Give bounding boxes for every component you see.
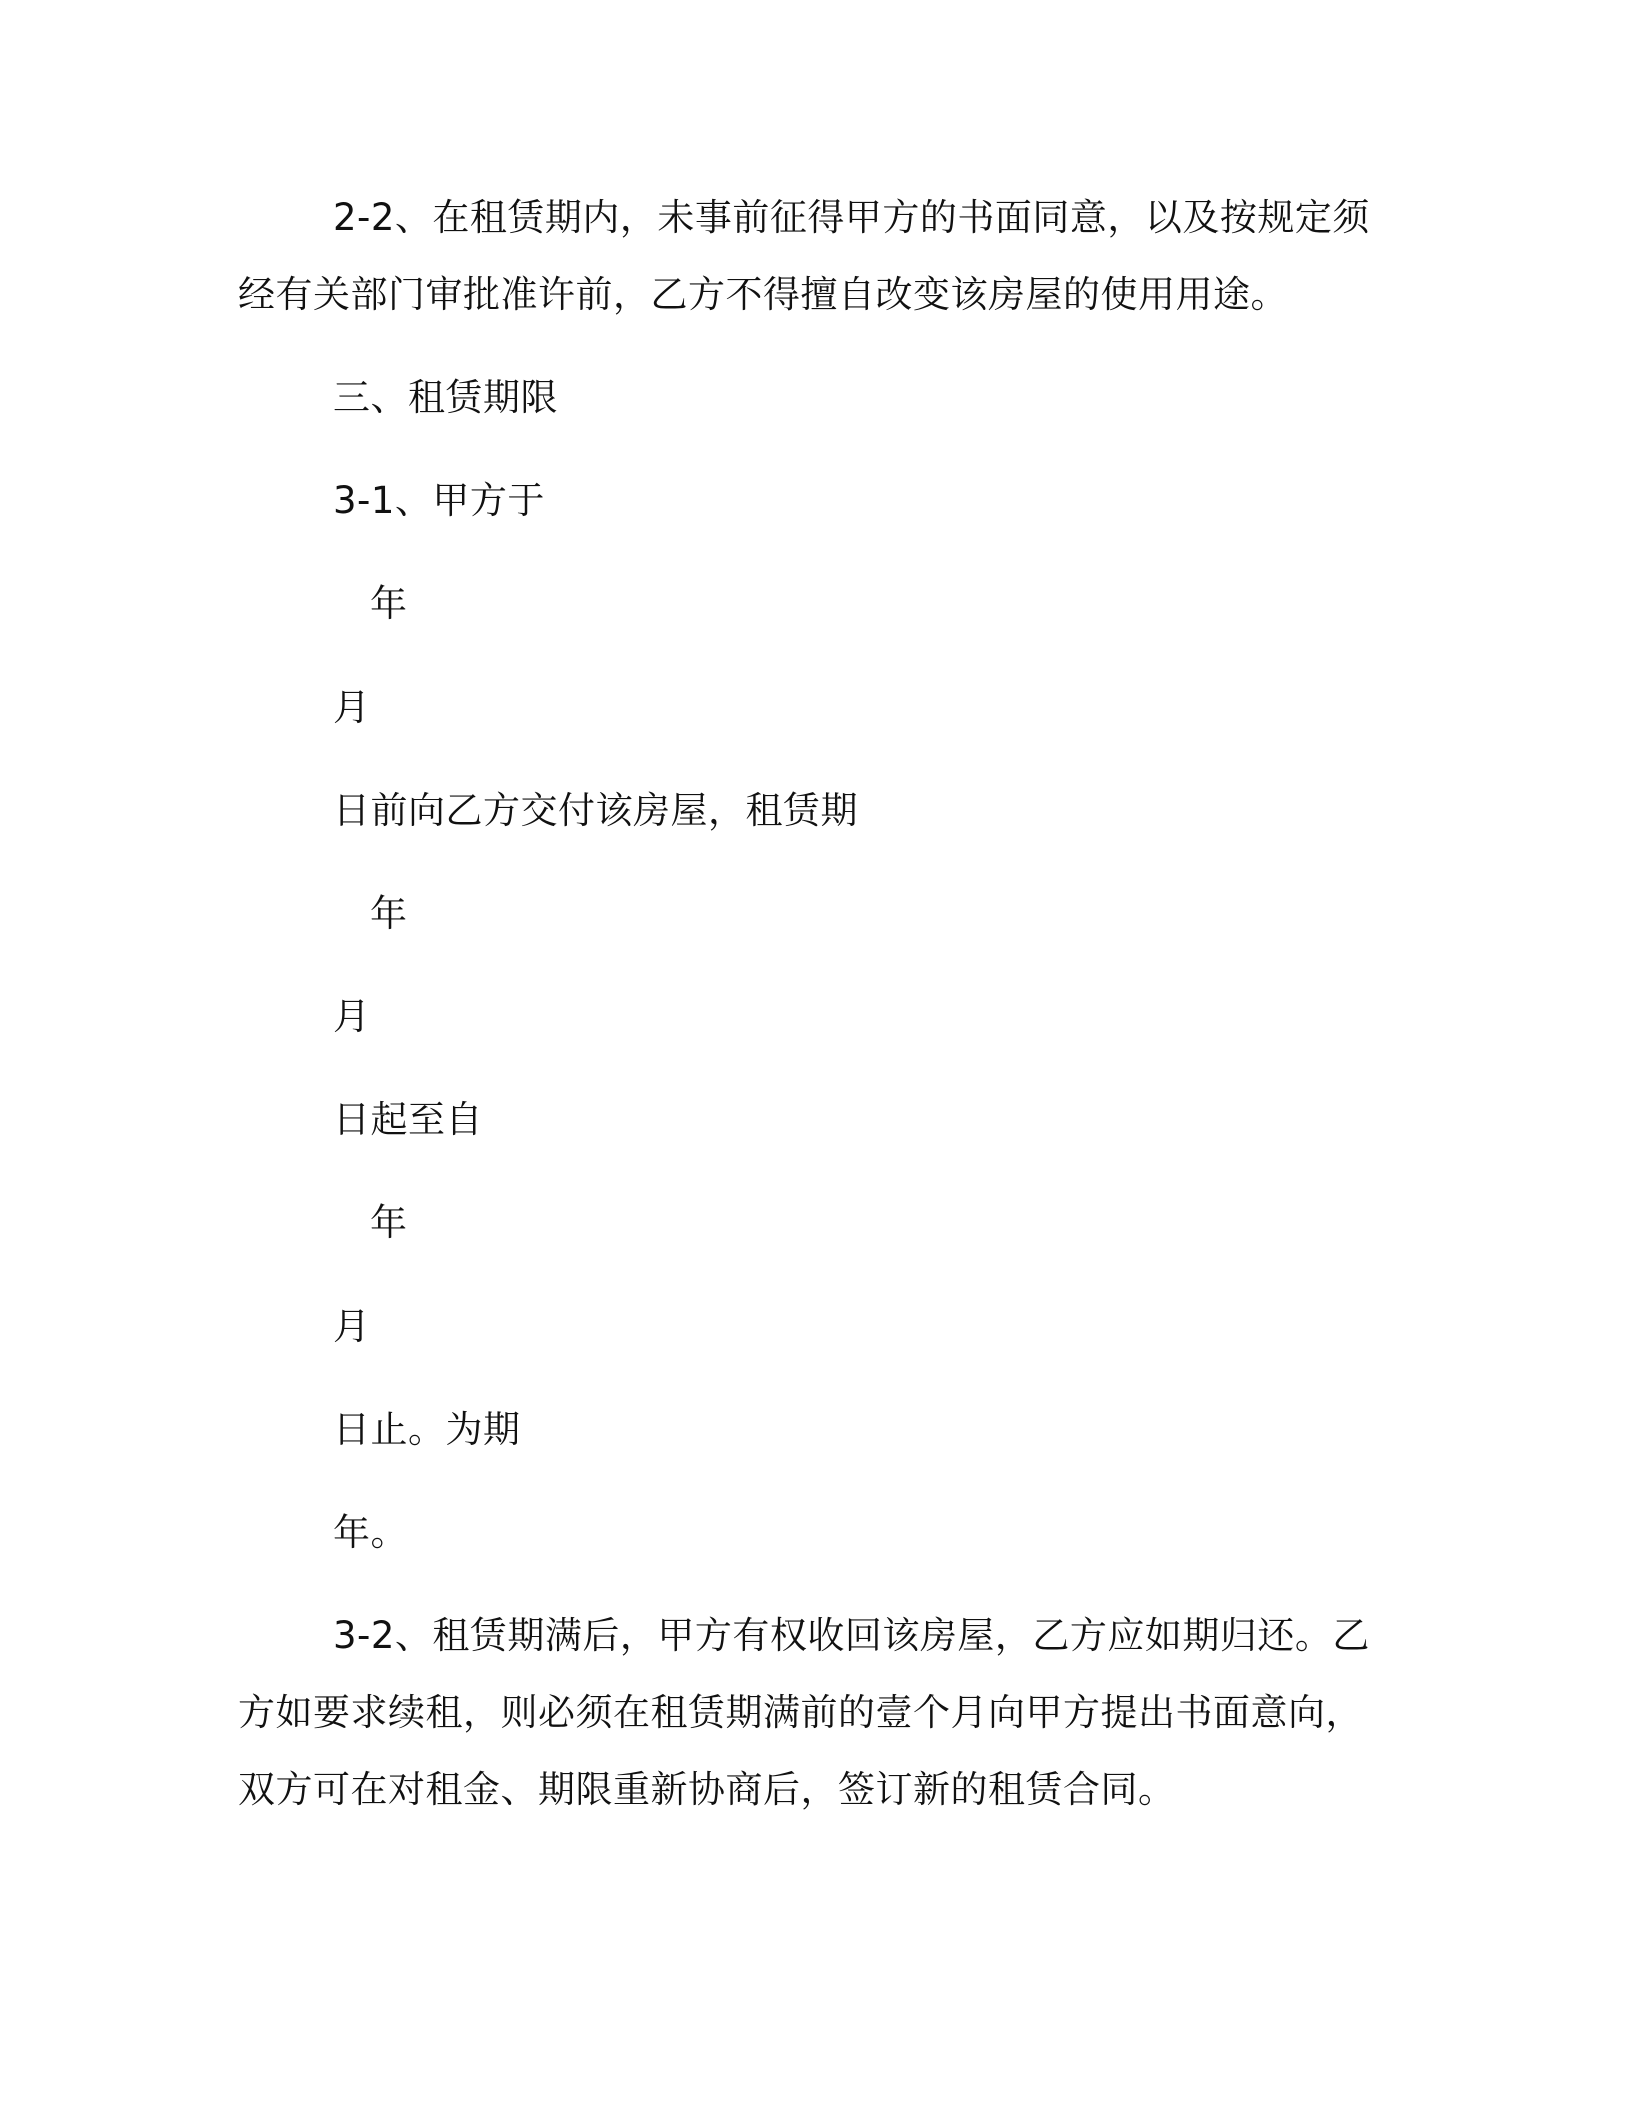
blank-month-2: 月 xyxy=(333,995,371,1038)
blank-month-1: 月 xyxy=(333,686,371,729)
blank-year-3: 年 xyxy=(370,1201,408,1244)
clause-3-2-line-3: 双方可在对租金、期限重新协商后，签订新的租赁合同。 xyxy=(238,1768,1176,1811)
blank-year-2: 年 xyxy=(370,892,408,935)
blank-month-3: 月 xyxy=(333,1305,371,1348)
clause-3-1-until: 日止。为期 xyxy=(333,1408,521,1451)
clause-2-2-line-2: 经有关部门审批准许前，乙方不得擅自改变该房屋的使用用途。 xyxy=(238,273,1288,316)
clause-3-2-line-1: 3-2、租赁期满后，甲方有权收回该房屋，乙方应如期归还。乙 xyxy=(333,1614,1370,1657)
clause-3-1-start: 3-1、甲方于 xyxy=(333,479,545,522)
clause-3-1-delivery: 日前向乙方交付该房屋，租赁期 xyxy=(333,789,858,832)
clause-3-1-from: 日起至自 xyxy=(333,1098,483,1141)
clause-3-2-line-2: 方如要求续租，则必须在租赁期满前的壹个月向甲方提出书面意向， xyxy=(238,1691,1363,1734)
section-3-heading: 三、租赁期限 xyxy=(333,376,558,419)
clause-3-1-years: 年。 xyxy=(333,1511,408,1554)
blank-year-1: 年 xyxy=(370,582,408,625)
clause-2-2-line-1: 2-2、在租赁期内，未事前征得甲方的书面同意，以及按规定须 xyxy=(333,196,1370,239)
